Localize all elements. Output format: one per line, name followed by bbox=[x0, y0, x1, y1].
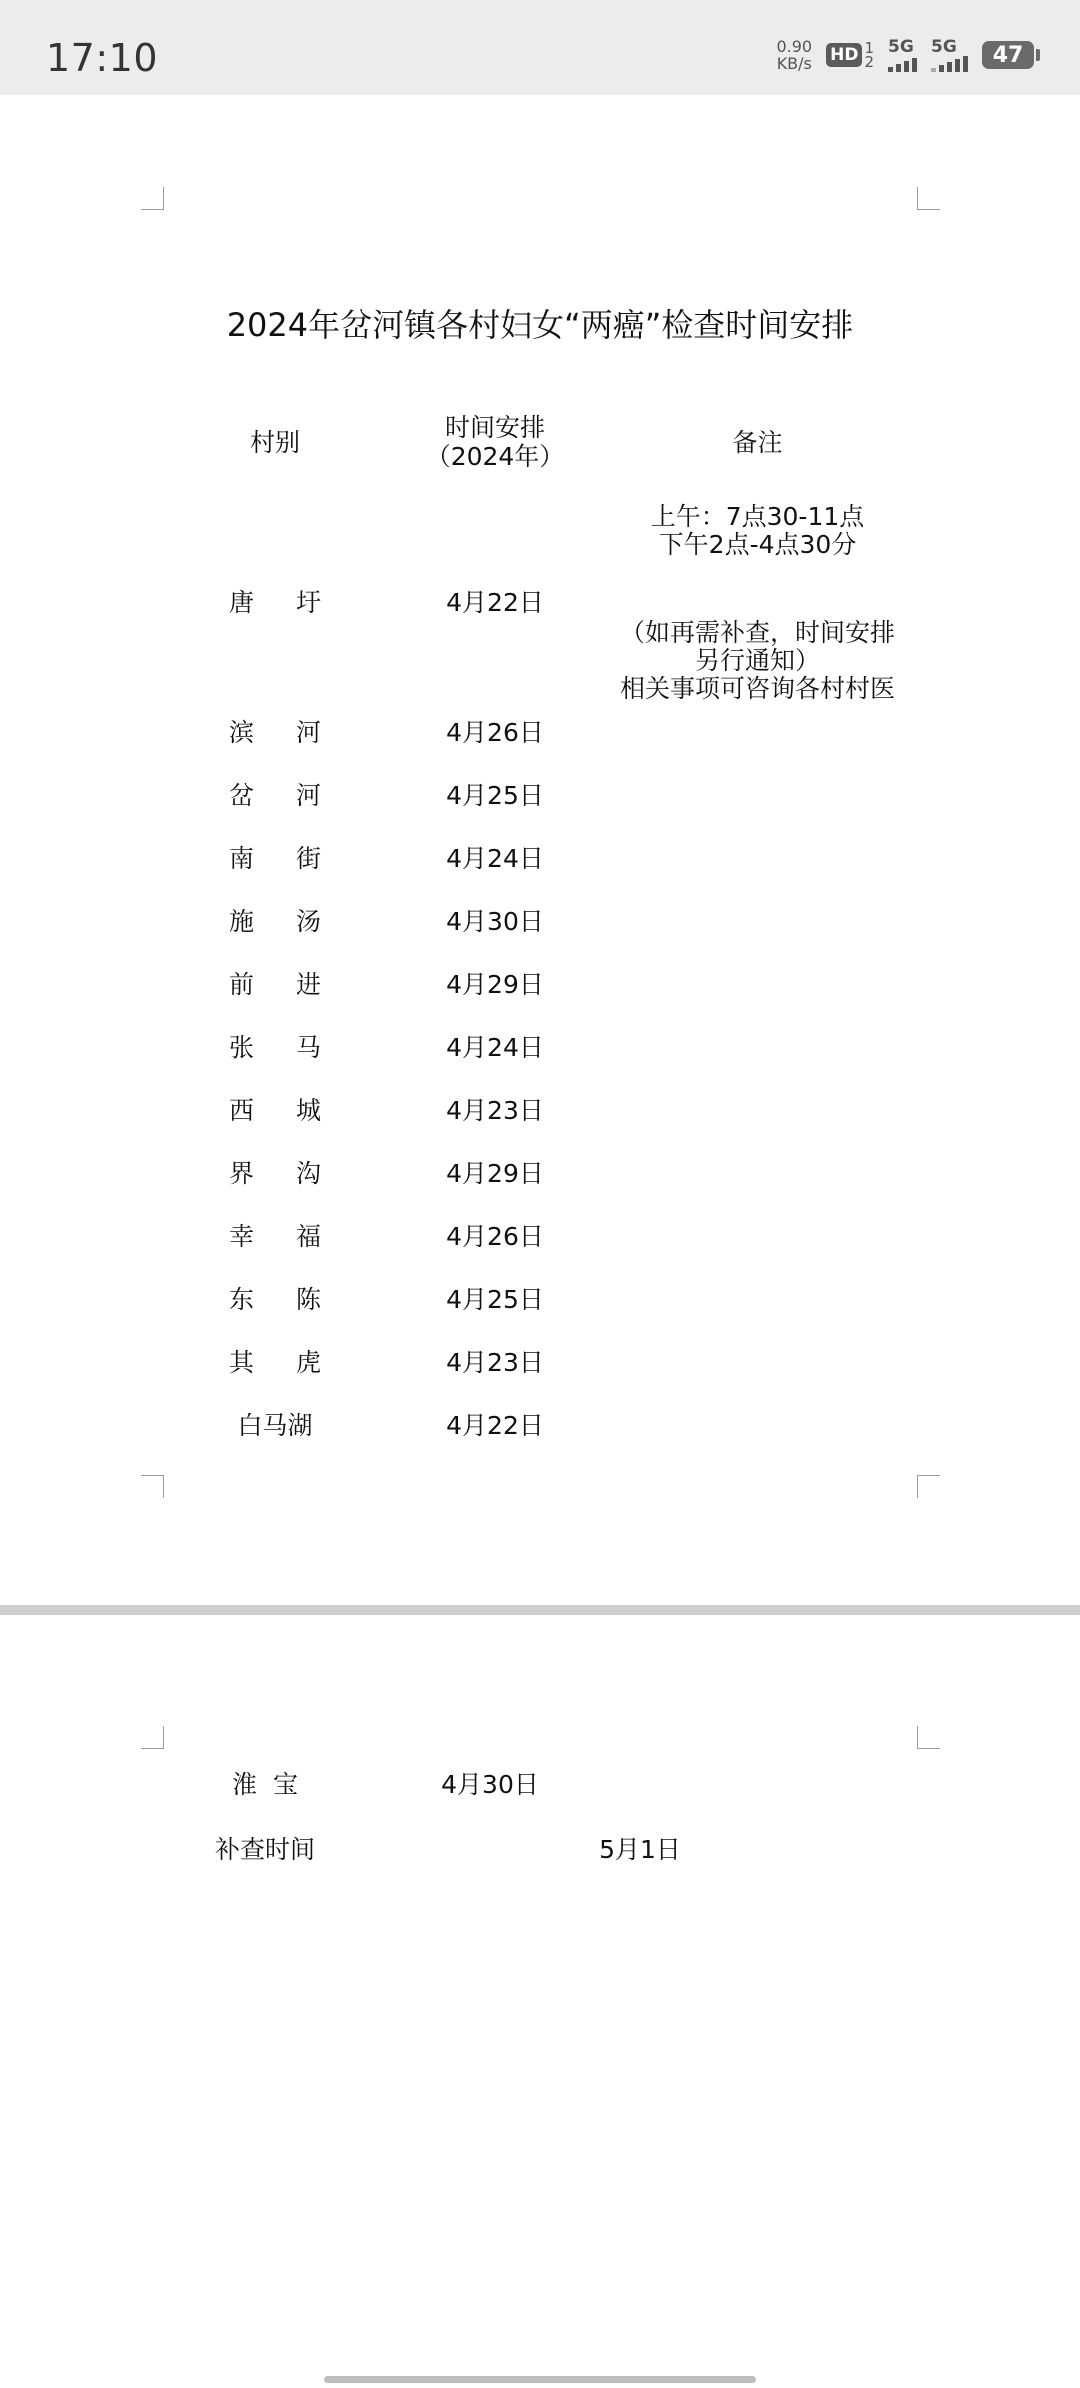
village-name: 前 进 bbox=[229, 970, 321, 999]
note-line: 相关事项可咨询各村村医 bbox=[619, 674, 895, 703]
makeup-date: 5月1日 bbox=[599, 1835, 681, 1864]
schedule-date: 4月23日 bbox=[446, 1096, 544, 1125]
village-name: 张 马 bbox=[229, 1033, 321, 1062]
signal-bars-icon bbox=[888, 56, 917, 72]
schedule-date: 4月26日 bbox=[446, 1222, 544, 1251]
battery-icon bbox=[982, 41, 1034, 69]
note-line: 下午2点-4点30分 bbox=[658, 530, 857, 559]
status-bar bbox=[0, 0, 1080, 95]
signal-bars-icon-2 bbox=[931, 56, 968, 72]
schedule-date: 4月25日 bbox=[446, 1285, 544, 1314]
home-indicator[interactable] bbox=[324, 2376, 756, 2383]
village-name: 其 虎 bbox=[229, 1348, 321, 1377]
village-name: 滨 河 bbox=[229, 718, 321, 747]
schedule-date: 4月24日 bbox=[446, 844, 544, 873]
network-speed-unit: KB/s bbox=[776, 54, 812, 73]
header-schedule-line2: （2024年） bbox=[425, 442, 565, 471]
header-village: 村别 bbox=[249, 428, 300, 457]
header-schedule-line1: 时间安排 bbox=[444, 413, 545, 442]
schedule-date: 4月29日 bbox=[446, 1159, 544, 1188]
hd-sub bbox=[864, 41, 874, 69]
signal-5g-icon-2 bbox=[931, 38, 968, 72]
village-name: 界 沟 bbox=[229, 1159, 321, 1188]
schedule-date: 4月26日 bbox=[446, 718, 544, 747]
hd-sub-bottom: 2 bbox=[864, 53, 874, 71]
village-name: 淮 宝 bbox=[232, 1770, 298, 1799]
note-line: 另行通知） bbox=[694, 646, 820, 675]
village-name: 白马湖 bbox=[237, 1411, 313, 1440]
village-name: 唐 圩 bbox=[229, 588, 321, 617]
signal2-label: 5G bbox=[931, 37, 957, 57]
schedule-date: 4月29日 bbox=[446, 970, 544, 999]
schedule-date: 4月30日 bbox=[441, 1770, 539, 1799]
schedule-date: 4月22日 bbox=[446, 588, 544, 617]
signal-5g-icon bbox=[888, 38, 917, 72]
status-icons bbox=[776, 38, 1034, 72]
page-corner-mark bbox=[917, 1726, 940, 1749]
page-corner-mark bbox=[917, 187, 940, 210]
status-time: 17:10 bbox=[46, 36, 159, 80]
schedule-date: 4月22日 bbox=[446, 1411, 544, 1440]
village-name: 施 汤 bbox=[229, 907, 321, 936]
document-title: 2024年岔河镇各村妇女“两癌”检查时间安排 bbox=[226, 306, 854, 344]
page-corner-mark bbox=[917, 1475, 940, 1498]
note-line: 上午：7点30-11点 bbox=[650, 502, 865, 531]
schedule-date: 4月25日 bbox=[446, 781, 544, 810]
village-name: 西 城 bbox=[229, 1096, 321, 1125]
hd-label: HD bbox=[826, 43, 862, 67]
page-corner-mark bbox=[141, 1726, 164, 1749]
battery-level: 47 bbox=[992, 42, 1024, 68]
page-separator bbox=[0, 1605, 1080, 1615]
schedule-date: 4月30日 bbox=[446, 907, 544, 936]
hd-voice-icon bbox=[826, 41, 874, 69]
village-name: 南 街 bbox=[229, 844, 321, 873]
document-page-2[interactable] bbox=[0, 1615, 1080, 2388]
signal1-label: 5G bbox=[888, 37, 914, 57]
header-note: 备注 bbox=[732, 428, 783, 457]
schedule-date: 4月23日 bbox=[446, 1348, 544, 1377]
schedule-date: 4月24日 bbox=[446, 1033, 544, 1062]
page-corner-mark bbox=[141, 187, 164, 210]
village-name: 幸 福 bbox=[229, 1222, 321, 1251]
page-corner-mark bbox=[141, 1475, 164, 1498]
village-name: 东 陈 bbox=[229, 1285, 321, 1314]
network-speed-value: 0.90 bbox=[776, 37, 813, 56]
hd-sub-top: 1 bbox=[864, 39, 874, 57]
makeup-label: 补查时间 bbox=[214, 1835, 315, 1864]
document-page-1[interactable] bbox=[0, 95, 1080, 1605]
note-line: （如再需补查，时间安排 bbox=[619, 618, 895, 647]
village-name: 岔 河 bbox=[229, 781, 321, 810]
network-speed bbox=[776, 38, 812, 72]
